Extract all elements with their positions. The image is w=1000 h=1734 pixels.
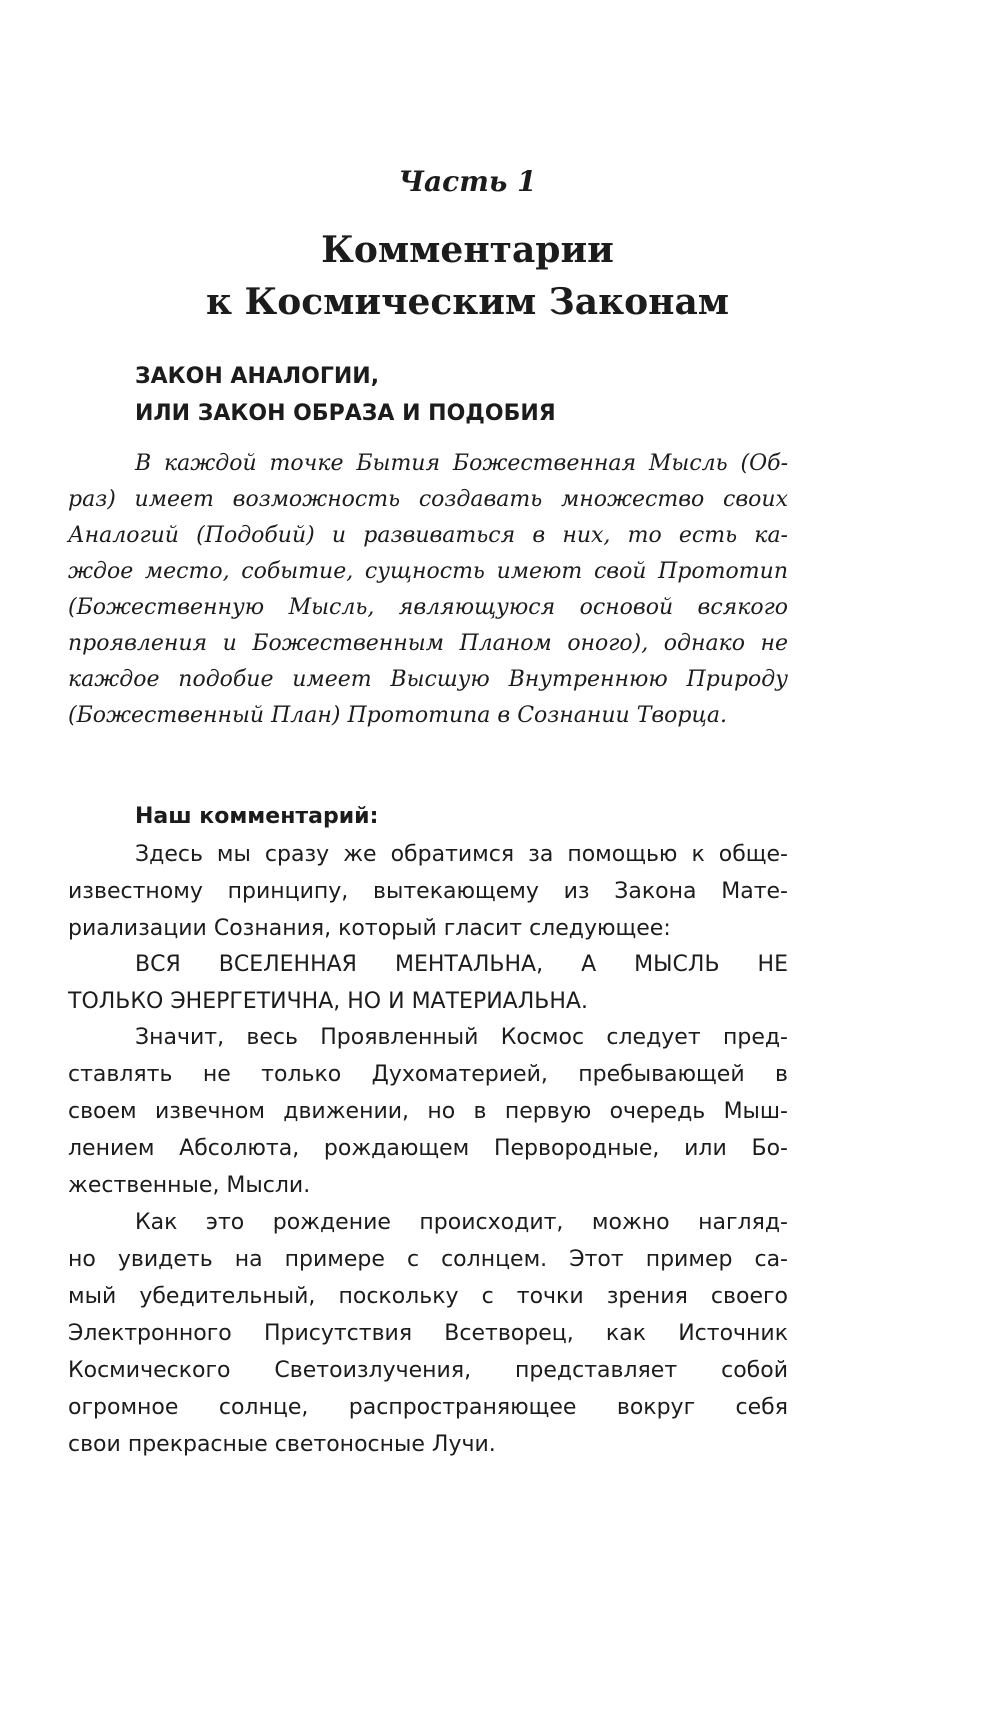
text-line: ТОЛЬКО ЭНЕРГЕТИЧНА, НО И МАТЕРИАЛЬНА.	[68, 989, 588, 1014]
law-statement	[68, 446, 788, 734]
law-title-line: ЗАКОН АНАЛОГИИ,	[135, 364, 380, 389]
text-line: В каждой точке Бытия Божественная Мысль (Об-	[135, 451, 788, 476]
comment-paragraph	[68, 946, 788, 1020]
text-line: мый убедительный, поскольку с точки зрения своего	[68, 1284, 788, 1309]
comment-label: Наш комментарий:	[135, 804, 379, 829]
text-line: проявления и Божественным Планом оного), однако не	[68, 631, 788, 656]
text-line: огромное солнце, распространяющее вокруг себя	[68, 1395, 788, 1420]
text-line: ВСЯ ВСЕЛЕННАЯ МЕНТАЛЬНА, А МЫСЛЬ НЕ	[135, 952, 788, 977]
text-line: Космического Светоизлучения, представляет собой	[68, 1358, 788, 1383]
part-heading: Часть 1	[398, 165, 537, 198]
text-line: известному принципу, вытекающему из Закона Мате-	[68, 879, 788, 904]
text-line: ставлять не только Духоматерией, пребывающей в	[68, 1062, 788, 1087]
law-title-line: ИЛИ ЗАКОН ОБРАЗА И ПОДОБИЯ	[135, 401, 556, 426]
comment-paragraph	[68, 836, 788, 947]
text-line: Здесь мы сразу же обратимся за помощью к обще-	[135, 842, 788, 867]
text-line: ждое место, событие, сущность имеют свой Прототип	[68, 559, 788, 584]
text-line: но увидеть на примере с солнцем. Этот пример са-	[68, 1247, 788, 1272]
law-title	[135, 358, 556, 432]
text-line: Аналогий (Подобий) и развиваться в них, то есть ка-	[68, 523, 788, 548]
comment-paragraph	[68, 1204, 788, 1463]
chapter-title-line: Комментарии	[321, 229, 614, 271]
text-line: свои прекрасные светоносные Лучи.	[68, 1432, 496, 1457]
text-line: Электронного Присутствия Всетворец, как Источник	[68, 1321, 788, 1346]
chapter-title	[0, 224, 935, 328]
text-line: раз) имеет возможность создавать множество своих	[68, 487, 788, 512]
text-line: (Божественный План) Прототипа в Сознании Творца.	[68, 703, 727, 728]
comment-paragraph	[68, 1019, 788, 1204]
text-line: каждое подобие имеет Высшую Внутреннюю Природу	[68, 667, 788, 692]
text-line: Как это рождение происходит, можно нагляд-	[135, 1210, 788, 1235]
text-line: Значит, весь Проявленный Космос следует пред-	[135, 1025, 788, 1050]
chapter-title-line: к Космическим Законам	[205, 281, 730, 323]
text-line: риализации Сознания, который гласит следующее:	[68, 916, 671, 941]
text-line: своем извечном движении, но в первую очередь Мыш-	[68, 1099, 788, 1124]
text-line: (Божественную Мысль, являющуюся основой всякого	[68, 595, 788, 620]
text-line: лением Абсолюта, рождающем Первородные, или Бо-	[68, 1136, 788, 1161]
text-line: жественные, Мысли.	[68, 1173, 311, 1198]
